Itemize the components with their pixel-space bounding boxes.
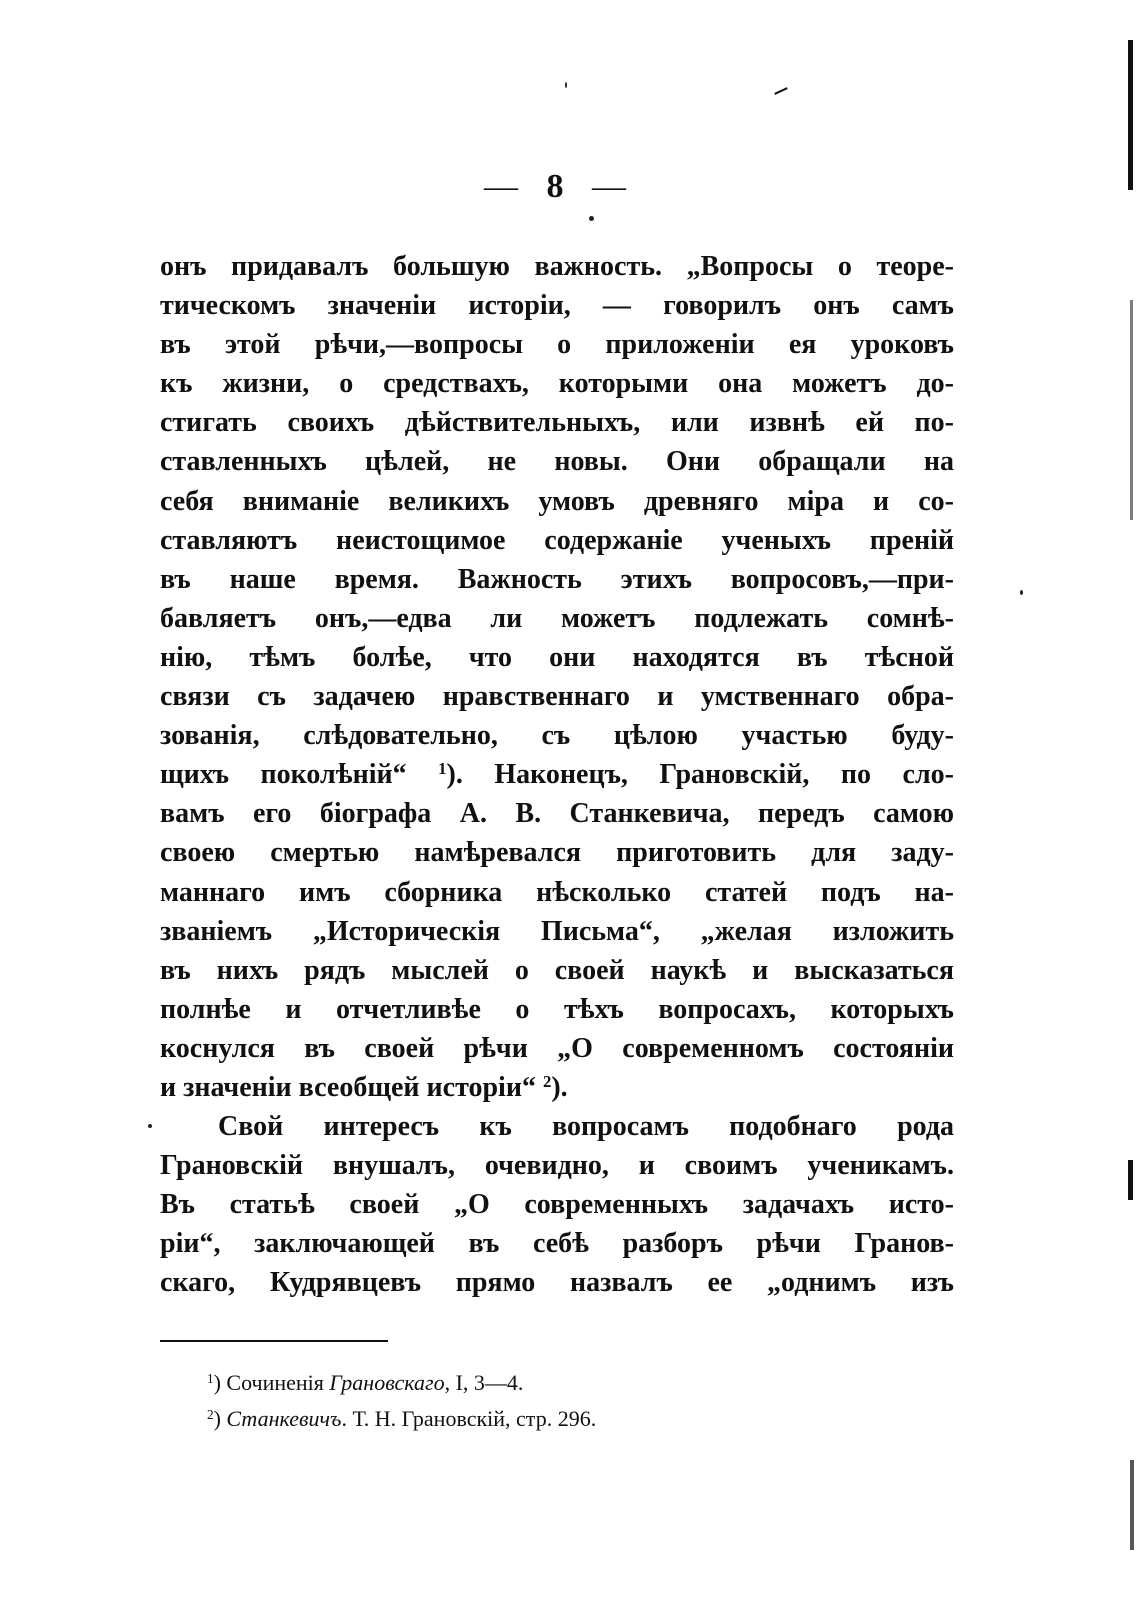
text-line: онъ придавалъ большую важность. „Вопросы о теоре-	[160, 251, 954, 282]
text-line: рiи“, заключающей въ себѣ разборъ рѣчи Гранов-	[160, 1228, 954, 1260]
line-text: и значенiи всеобщей исторiи“	[160, 1071, 543, 1103]
scan-speck	[589, 216, 594, 221]
body-text	[160, 247, 954, 1303]
footnote-marker: 2	[207, 1406, 214, 1422]
footnote-prefix: )	[213, 1406, 227, 1431]
text-line: къ жизни, о средствахъ, которыми она можетъ до-	[160, 368, 954, 400]
text-line: стигать своихъ дѣйствительныхъ, или извнѣ ей по-	[160, 407, 954, 439]
page-edge-shadow	[1130, 300, 1133, 520]
line-tail: ).	[551, 1071, 568, 1103]
text-line: ставляютъ неистощимое содержанiе ученыхъ пренiй	[160, 524, 954, 556]
text-line: нiю, тѣмъ болѣе, что они находятся въ тѣсной	[160, 641, 954, 673]
footnote-ref-1: 1	[438, 758, 447, 778]
paragraph-first-line: Свой интересъ къ вопросамъ подобнаго рода	[218, 1111, 954, 1143]
text-line: въ наше время. Важность этихъ вопросовъ,—при-	[160, 563, 954, 595]
page-number-dash-right: —	[592, 168, 636, 205]
text-line: въ этой рѣчи,—вопросы о приложенiи ея уроковъ	[160, 329, 954, 361]
page-edge-shadow	[1130, 1460, 1134, 1550]
line-tail: ). Наконецъ, Грановскiй, по сло-	[446, 759, 954, 791]
scan-speck	[565, 82, 567, 88]
text-line: себя вниманiе великихъ умовъ древняго мiра и со-	[160, 485, 954, 517]
footnote-separator	[160, 1340, 388, 1342]
scan-speck	[1020, 590, 1023, 595]
footnote-1	[207, 1365, 907, 1401]
footnote-suffix: , I, 3—4.	[444, 1370, 524, 1395]
page-number: 8	[546, 168, 574, 205]
text-line: вамъ его бiографа А. В. Станкевича, передъ самою	[160, 798, 954, 830]
page-number-header	[0, 168, 1120, 206]
text-line: зованiя, слѣдовательно, съ цѣлою участью буду-	[160, 720, 954, 752]
text-line-with-footnote-ref	[160, 1068, 954, 1107]
page-edge-shadow	[1128, 40, 1133, 190]
text-line: бавляетъ онъ,—едва ли можетъ подлежать сомнѣ-	[160, 602, 954, 634]
footnote-2	[207, 1401, 907, 1437]
footnote-suffix: . Т. Н. Грановскiй, стр. 296.	[341, 1406, 597, 1431]
text-line: полнѣе и отчетливѣе о тѣхъ вопросахъ, которыхъ	[160, 993, 954, 1025]
text-line: своею смертью намѣревался приготовить для заду-	[160, 837, 954, 869]
text-line: Въ статьѣ своей „О современныхъ задачахъ исто-	[160, 1189, 954, 1221]
text-line: ставленныхъ цѣлей, не новы. Они обращали на	[160, 446, 954, 478]
scan-speck	[148, 1124, 152, 1128]
text-line: маннаго имъ сборника нѣсколько статей подъ на-	[160, 876, 954, 908]
footnote-italic-title: Грановскаго	[329, 1370, 445, 1395]
page-number-dash-left: —	[484, 168, 528, 205]
scan-dash-mark	[774, 87, 788, 95]
text-line: тическомъ значенiи исторiи, — говорилъ онъ самъ	[160, 290, 954, 322]
text-line-with-footnote-ref	[160, 755, 954, 794]
text-line: коснулся въ своей рѣчи „О современномъ состоянiи	[160, 1032, 954, 1064]
footnote-ref-2: 2	[542, 1071, 552, 1091]
footnotes	[207, 1365, 907, 1437]
footnote-marker: 1	[207, 1370, 214, 1386]
text-line: Грановскiй внушалъ, очевидно, и своимъ ученикамъ.	[160, 1150, 954, 1182]
line-text: щихъ поколѣнiй“	[160, 759, 439, 791]
text-line: скаго, Кудрявцевъ прямо назвалъ ее „однимъ изъ	[160, 1267, 954, 1299]
page-edge-shadow	[1128, 1160, 1133, 1200]
text-line: связи съ задачею нравственнаго и умственнаго обра-	[160, 681, 954, 713]
text-line: въ нихъ рядъ мыслей о своей наукѣ и высказаться	[160, 954, 954, 986]
footnote-prefix: ) Сочиненiя	[213, 1370, 330, 1395]
text-line: званiемъ „Историческiя Письма“, „желая изложить	[160, 915, 954, 947]
footnote-italic-author: Станкевичъ	[226, 1406, 342, 1431]
